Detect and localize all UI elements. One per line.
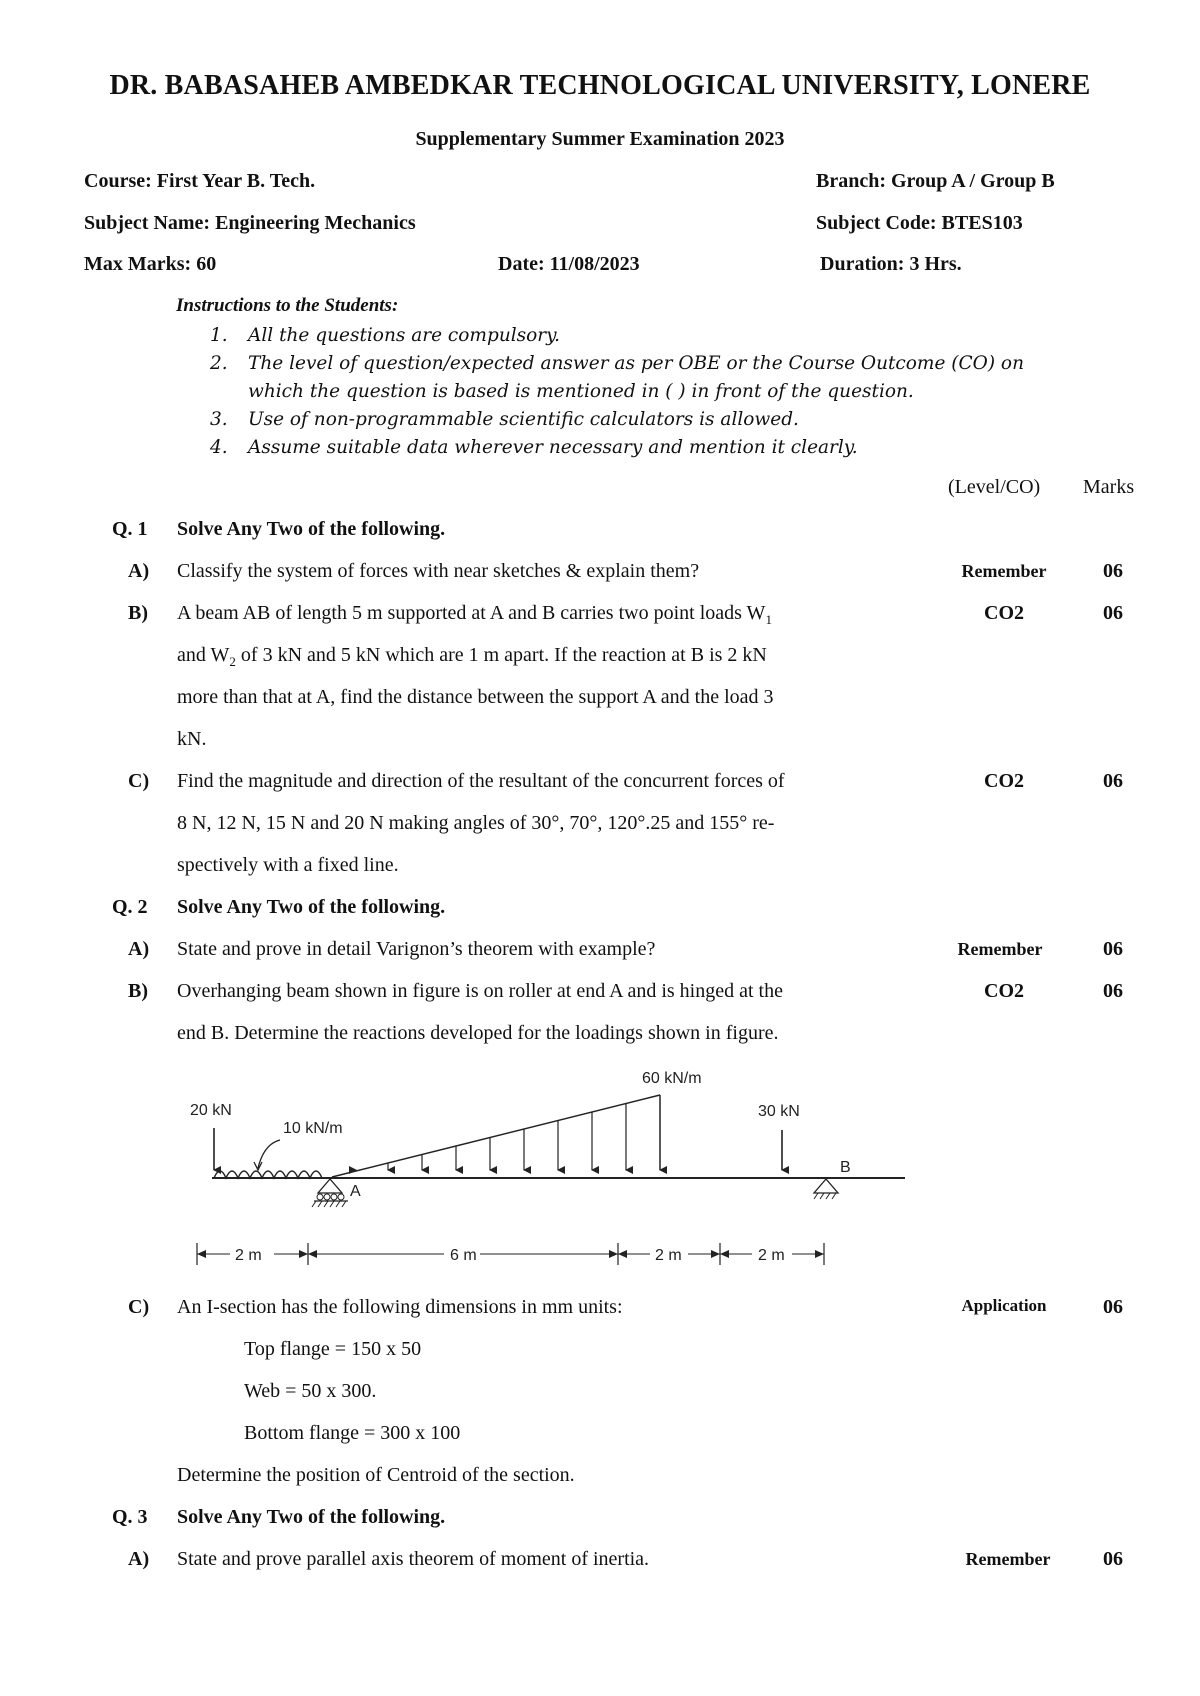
dim-label: 2 m [758,1247,785,1264]
part-text: An I-section has the following dimensions in mm units: [177,1296,623,1318]
marks-value: 06 [1103,1548,1123,1570]
marks-value: 06 [1103,602,1123,624]
part-text: State and prove in detail Varignon’s theorem with example? [177,938,656,960]
load-label-uvl: 60 kN/m [642,1070,702,1087]
question-title: Solve Any Two of the following. [177,518,446,540]
hinge-support-b [814,1179,838,1193]
part-text: spectively with a fixed line. [177,854,399,876]
dim-label: 6 m [450,1247,477,1264]
support-b-label: B [840,1159,851,1176]
university-title: DR. BABASAHEB AMBEDKAR TECHNOLOGICAL UNIVERSITY, LONERE [109,70,1091,101]
load-label-20kn: 20 kN [190,1102,232,1119]
part-text: end B. Determine the reactions developed for the loadings shown in figure. [177,1022,779,1044]
marks-value: 06 [1103,770,1123,792]
course-info: Course: First Year B. Tech. [84,170,316,192]
question-number: Q. 2 [112,896,148,918]
level-badge: CO2 [984,602,1024,624]
max-marks: Max Marks: 60 [84,253,217,275]
part-text: and $W_2$ of 3 kN and 5 kN which are 1 m apart. If the reaction at B is 2 kN [177,644,767,669]
instruction-number: 3. [210,409,228,430]
part-text: Web = 50 x 300. [244,1380,377,1402]
support-a-label: A [350,1183,361,1200]
instructions-title: Instructions to the Students: [176,295,399,316]
part-text: Find the magnitude and direction of the resultant of the concurrent forces of [177,770,785,792]
uvl-line [332,1095,660,1177]
marks-value: 06 [1103,938,1123,960]
part-text: State and prove parallel axis theorem of moment of inertia. [177,1548,650,1570]
instruction-text: which the question is based is mentioned in ( ) in front of the question. [248,381,914,402]
instruction-text: Assume suitable data wherever necessary and mention it clearly. [248,437,858,458]
part-label: A) [128,1548,150,1570]
level-badge: Application [961,1296,1047,1315]
level-column-header: (Level/CO) [948,476,1041,498]
subject-code: Subject Code: BTES103 [816,212,1023,234]
question-number: Q. 1 [112,518,148,540]
part-label: A) [128,560,150,582]
part-label: B) [128,980,148,1002]
instruction-text: Use of non-programmable scientific calculators is allowed. [248,409,799,430]
part-label: C) [128,770,150,792]
instruction-number: 1. [210,325,228,346]
question-title: Solve Any Two of the following. [177,896,446,918]
instruction-number: 2. [210,353,228,374]
subject-name: Subject Name: Engineering Mechanics [84,212,416,234]
part-label: C) [128,1296,150,1318]
exam-duration: Duration: 3 Hrs. [820,253,962,275]
instruction-text: All the questions are compulsory. [248,325,560,346]
part-label: A) [128,938,150,960]
level-badge: Remember [961,561,1047,581]
part-text: Classify the system of forces with near sketches & explain them? [177,560,700,582]
question-title: Solve Any Two of the following. [177,1506,446,1528]
load-label-30kn: 30 kN [758,1103,800,1120]
marks-column-header: Marks [1083,476,1135,498]
part-text: Determine the position of Centroid of the section. [177,1464,575,1486]
part-text: Overhanging beam shown in figure is on roller at end A and is hinged at the [177,980,783,1002]
level-badge: CO2 [984,980,1024,1002]
marks-value: 06 [1103,560,1123,582]
part-text: A beam AB of length 5 m supported at A and B carries two point loads $W_1$ [177,602,772,627]
marks-value: 06 [1103,1296,1123,1318]
part-label: B) [128,602,148,624]
part-text: kN. [177,728,207,750]
roller-support-a [318,1179,342,1193]
beam-figure [180,1060,920,1275]
dim-label: 2 m [235,1247,262,1264]
question-number: Q. 3 [112,1506,148,1528]
part-text: more than that at A, find the distance between the support A and the load 3 [177,686,774,708]
level-badge: Remember [965,1549,1051,1569]
level-badge: CO2 [984,770,1024,792]
exam-title: Supplementary Summer Examination 2023 [415,128,785,150]
exam-date: Date: 11/08/2023 [498,253,640,275]
level-badge: Remember [957,939,1043,959]
instruction-number: 4. [210,437,228,458]
marks-value: 06 [1103,980,1123,1002]
part-text: Bottom flange = 300 x 100 [244,1422,461,1444]
udl-loops [214,1171,322,1178]
instruction-text: The level of question/expected answer as per OBE or the Course Outcome (CO) on [248,353,1024,374]
dim-label: 2 m [655,1247,682,1264]
part-text: 8 N, 12 N, 15 N and 20 N making angles of 30°, 70°, 120°.25 and 155° re- [177,812,775,834]
part-text: Top flange = 150 x 50 [244,1338,422,1360]
load-label-udl: 10 kN/m [283,1120,343,1137]
branch-info: Branch: Group A / Group B [816,170,1055,192]
